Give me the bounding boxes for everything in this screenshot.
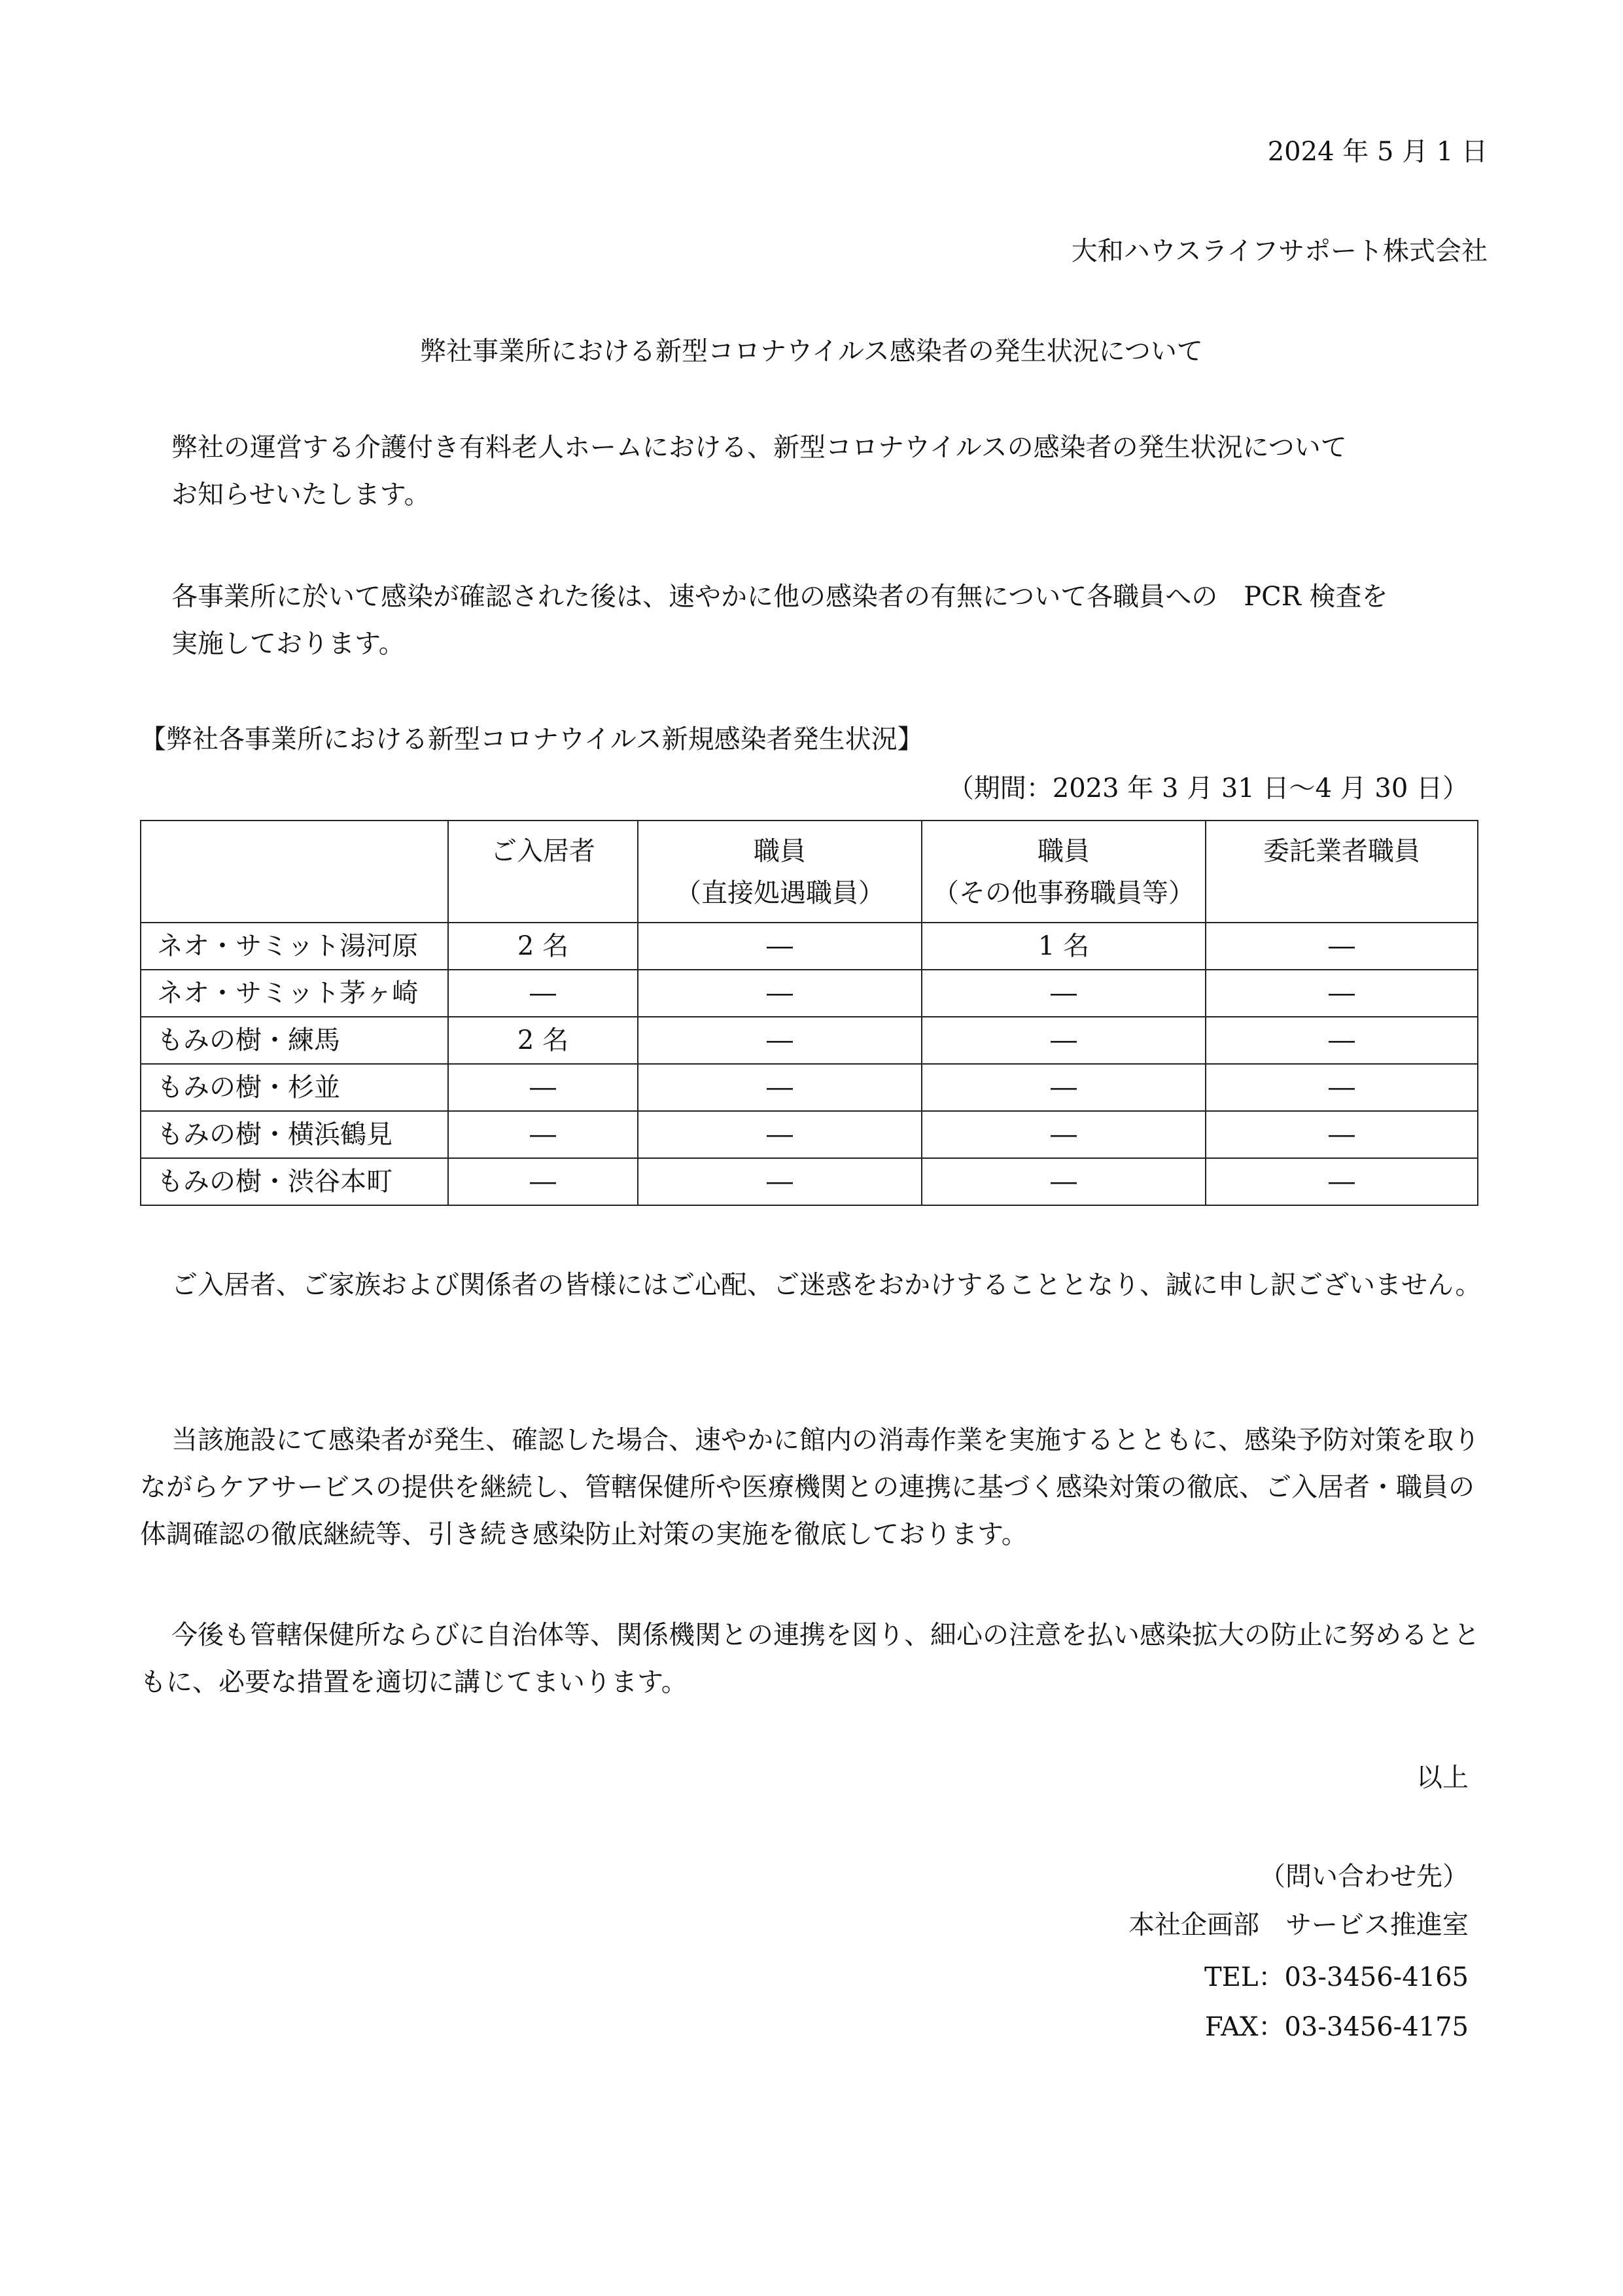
pcr-paragraph: 各事業所に於いて感染が確認された後は、速やかに他の感染者の有無について各職員への PCR 検査を 実施しております。	[171, 582, 1388, 659]
future-paragraph: 今後も管轄保健所ならびに自治体等、関係機関との連携を図り、細心の注意を払い感染拡大の防止に努めるとともに、必要な措置を適切に講じてまいります。	[140, 1620, 1480, 1697]
table-cell: ―	[448, 1111, 638, 1158]
table-cell: ―	[922, 1064, 1206, 1111]
facility-name-cell: もみの樹・杉並	[141, 1064, 448, 1111]
infection-status-table	[140, 820, 1478, 1206]
table-cell: ―	[1206, 1064, 1478, 1111]
table-cell: ―	[448, 1158, 638, 1205]
contact-department: 本社企画部 サービス推進室	[1128, 1910, 1469, 1940]
table-period: （期間：2023 年 3 月 31 日～4 月 30 日）	[947, 773, 1469, 804]
table-header-cell: 委託業者職員	[1206, 821, 1478, 923]
table-cell: ―	[448, 970, 638, 1017]
table-cell: ―	[638, 1064, 922, 1111]
apology-paragraph: ご入居者、ご家族および関係者の皆様にはご心配、ご迷惑をおかけすることとなり、誠に申し訳ございません。	[171, 1270, 1482, 1300]
company-name: 大和ハウスライフサポート株式会社	[1071, 236, 1488, 266]
document-title: 弊社事業所における新型コロナウイルス感染者の発生状況について	[420, 336, 1203, 366]
table-header-cell: 職員 （その他事務職員等）	[922, 821, 1206, 923]
table-cell: ―	[1206, 923, 1478, 970]
facility-name-cell: もみの樹・渋谷本町	[141, 1158, 448, 1205]
table-header-row	[141, 821, 1478, 923]
table-cell: ―	[638, 1158, 922, 1205]
table-row	[141, 1064, 1478, 1111]
table-cell: 1 名	[922, 923, 1206, 970]
table-row	[141, 1111, 1478, 1158]
table-cell: ―	[1206, 970, 1478, 1017]
table-cell: ―	[922, 1017, 1206, 1064]
table-header-cell: ご入居者	[448, 821, 638, 923]
table-cell: ―	[638, 970, 922, 1017]
table-heading: 【弊社各事業所における新型コロナウイルス新規感染者発生状況】	[140, 724, 924, 754]
table-cell: ―	[638, 1017, 922, 1064]
facility-name-cell: もみの樹・横浜鶴見	[141, 1111, 448, 1158]
facility-name-cell: ネオ・サミット茅ヶ崎	[141, 970, 448, 1017]
table-row	[141, 1158, 1478, 1205]
contact-tel: TEL：03-3456-4165	[1204, 1962, 1469, 1992]
document-date: 2024 年 5 月 1 日	[1267, 137, 1488, 167]
table-cell: ―	[638, 923, 922, 970]
table-cell: ―	[638, 1111, 922, 1158]
facility-name-cell: もみの樹・練馬	[141, 1017, 448, 1064]
table-row	[141, 923, 1478, 970]
table-cell: 2 名	[448, 1017, 638, 1064]
facility-name-cell: ネオ・サミット湯河原	[141, 923, 448, 970]
table-cell: ―	[922, 1158, 1206, 1205]
table-row	[141, 1017, 1478, 1064]
contact-label: （問い合わせ先）	[1259, 1862, 1469, 1892]
table-cell: ―	[448, 1064, 638, 1111]
table-cell: 2 名	[448, 923, 638, 970]
table-cell: ―	[1206, 1111, 1478, 1158]
table-cell: ―	[1206, 1158, 1478, 1205]
table-cell: ―	[922, 1111, 1206, 1158]
table-row	[141, 970, 1478, 1017]
table-header-cell: 職員 （直接処遇職員）	[638, 821, 922, 923]
contact-fax: FAX：03-3456-4175	[1204, 2012, 1469, 2042]
measures-paragraph: 当該施設にて感染者が発生、確認した場合、速やかに館内の消毒作業を実施するとともに、感染予防対策を取りながらケアサービスの提供を継続し、管轄保健所や医療機関との連携に基づく感染対策の徹底、ご入居者・職員の体調確認の徹底継続等、引き続き感染防止対策の実施を徹底しております。	[140, 1425, 1480, 1549]
closing-mark: 以上	[1416, 1763, 1469, 1793]
table-cell: ―	[922, 970, 1206, 1017]
intro-paragraph: 弊社の運営する介護付き有料老人ホームにおける、新型コロナウイルスの感染者の発生状況について お知らせいたします。	[171, 433, 1347, 510]
table-header-cell	[141, 821, 448, 923]
table-cell: ―	[1206, 1017, 1478, 1064]
